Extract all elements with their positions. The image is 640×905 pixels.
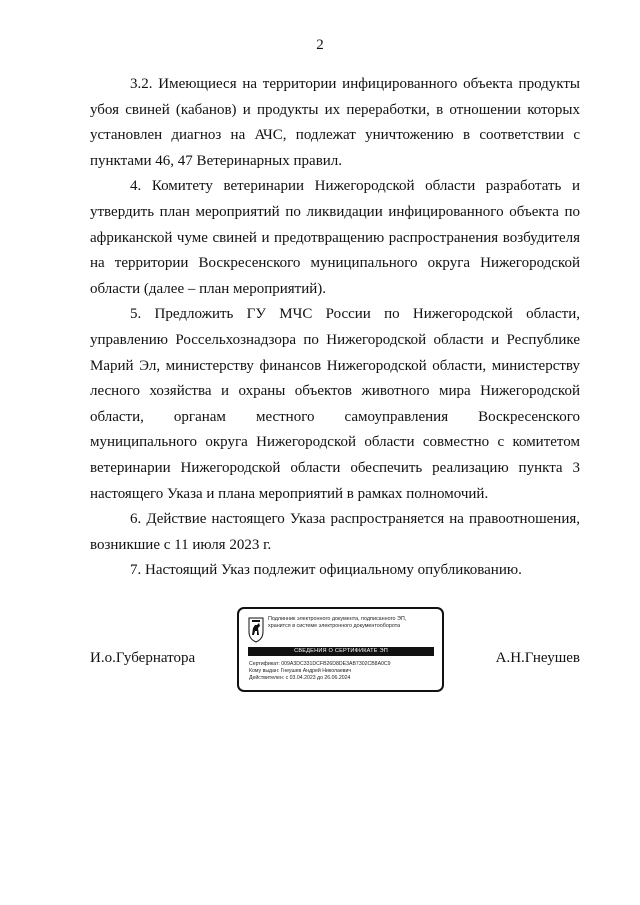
signatory-position: И.о.Губернатора (90, 650, 196, 666)
stamp-title-bar: СВЕДЕНИЯ О СЕРТИФИКАТЕ ЭП (248, 647, 434, 656)
paragraph-3-2: 3.2. Имеющиеся на территории инфицированного объекта продукты убоя свиней (кабанов) и продукты их переработки, в отношении которых установлен диагноз на АЧС, подлежат уничтожению в соответствии с пунктами 46, 47 Ветеринарных правил. (90, 76, 580, 169)
stamp-details (249, 661, 439, 682)
stamp-header (268, 616, 438, 630)
stamp-issued-to: Кому выдан: Гнеушев Андрей Николаевич (249, 668, 352, 674)
paragraph-6: 6. Действие настоящего Указа распространяется на правоотношения, возникшие с 11 июля 2023 г. (90, 511, 580, 553)
stamp-header-line: Подлинник электронного документа, подписанного ЭП, (268, 616, 407, 622)
paragraph-5: 5. Предложить ГУ МЧС России по Нижегородской области, управлению Россельхознадзора по Нижегородской области и Республике Марий Эл, министерству финансов Нижегородской области, министерству лесного хозяйства и охраны объектов животного мира Нижегородской области, органам местного самоуправления Воскресенского муниципального округа Нижегородской области совместно с комитетом ветеринарии Нижегородской области обеспечить реализацию пункта 3 настоящего Указа и плана мероприятий в рамках полномочий. (90, 306, 580, 502)
paragraph-7: 7. Настоящий Указ подлежит официальному опубликованию. (130, 562, 522, 579)
stamp-header-line: хранится в системе электронного документооборота (268, 623, 401, 629)
stamp-certificate: Сертификат: 009A3DC331DCFB26D8DE3AB7302CB8A0C9 (249, 661, 391, 667)
signatory-name: А.Н.Гнеушев (495, 650, 580, 666)
page-number: 2 (316, 37, 324, 53)
paragraph-4: 4. Комитету ветеринарии Нижегородской области разработать и утвердить план мероприятий по ликвидации инфицированного объекта по африканской чуме свиней и предотвращению распространения возбудителя на территории Воскресенского муниципального округа Нижегородской области (далее – план мероприятий). (90, 178, 580, 297)
electronic-signature-stamp (237, 607, 444, 692)
coat-of-arms-icon (248, 617, 264, 643)
document-body (90, 72, 580, 584)
stamp-validity: Действителен: с 03.04.2023 до 26.06.2024 (249, 675, 351, 681)
